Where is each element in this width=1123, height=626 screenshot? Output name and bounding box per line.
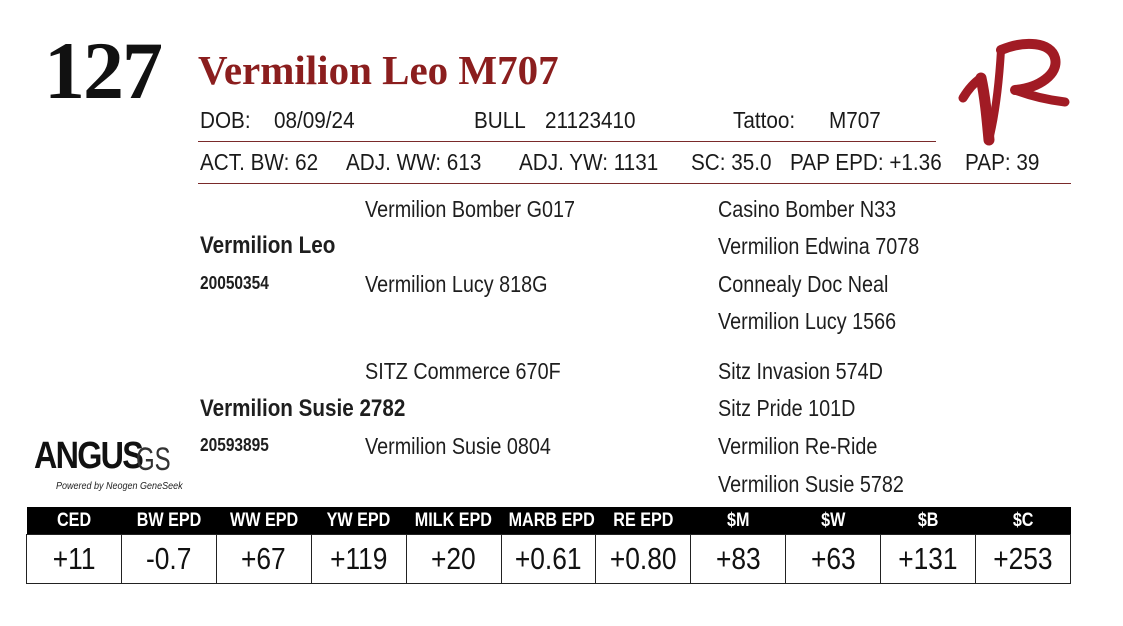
scrotal-circumference: SC: 35.0 xyxy=(691,149,772,175)
epd-header-ww: WW EPD xyxy=(216,507,311,535)
epd-header-w-index: $W xyxy=(786,507,881,535)
epd-value-ced: +11 xyxy=(27,535,122,584)
epd-header-bw: BW EPD xyxy=(121,507,216,535)
registration-number: 21123410 xyxy=(545,107,636,133)
epd-header-yw: YW EPD xyxy=(311,507,406,535)
epd-value-m-index: +83 xyxy=(691,535,786,584)
dob-value: 08/09/24 xyxy=(274,107,355,133)
tattoo-label: Tattoo: xyxy=(733,107,796,133)
sire-sire-sire: Casino Bomber N33 xyxy=(718,196,897,222)
vermilion-brand-logo xyxy=(955,36,1070,146)
epd-header-ced: CED xyxy=(27,507,122,535)
dam-dam: Vermilion Susie 0804 xyxy=(365,433,551,459)
dam-dam-sire: Vermilion Re-Ride xyxy=(718,433,878,459)
adjusted-yearling-weight: ADJ. YW: 1131 xyxy=(519,149,659,175)
epd-value-c-index: +253 xyxy=(976,535,1071,584)
lot-number: 127 xyxy=(44,25,161,116)
epd-header-milk: MILK EPD xyxy=(406,507,501,535)
epd-header-row xyxy=(27,507,1071,535)
sire-dam-sire: Connealy Doc Neal xyxy=(718,271,889,297)
epd-value-row xyxy=(27,535,1071,584)
actual-birth-weight: ACT. BW: 62 xyxy=(200,149,319,175)
sire-sire-dam: Vermilion Edwina 7078 xyxy=(718,233,920,259)
logo-suffix-text: GS xyxy=(136,441,171,477)
dam-sire-dam: Sitz Pride 101D xyxy=(718,395,856,421)
epd-value-b-index: +131 xyxy=(881,535,976,584)
dam-sire-sire: Sitz Invasion 574D xyxy=(718,358,883,384)
dam-sire: SITZ Commerce 670F xyxy=(365,358,561,384)
epd-value-re: +0.80 xyxy=(596,535,691,584)
adjusted-weaning-weight: ADJ. WW: 613 xyxy=(346,149,482,175)
epd-header-marb: MARB EPD xyxy=(501,507,596,535)
angus-gs-logo xyxy=(34,437,184,497)
pap-epd: PAP EPD: +1.36 xyxy=(790,149,942,175)
dam-dam-dam: Vermilion Susie 5782 xyxy=(718,471,904,497)
dam-name: Vermilion Susie 2782 xyxy=(200,395,406,422)
epd-value-ww: +67 xyxy=(216,535,311,584)
sire-sire: Vermilion Bomber G017 xyxy=(365,196,576,222)
dob-label: DOB: xyxy=(200,107,251,133)
animal-name: Vermilion Leo M707 xyxy=(198,47,559,93)
sire-dam-dam: Vermilion Lucy 1566 xyxy=(718,308,897,334)
performance-divider xyxy=(198,183,1071,184)
epd-value-marb: +0.61 xyxy=(501,535,596,584)
epd-header-b-index: $B xyxy=(881,507,976,535)
info-divider xyxy=(198,141,936,142)
sire-dam: Vermilion Lucy 818G xyxy=(365,271,548,297)
logo-main-text: ANGUS xyxy=(34,435,143,477)
epd-value-bw: -0.7 xyxy=(121,535,216,584)
epd-value-milk: +20 xyxy=(406,535,501,584)
epd-value-w-index: +63 xyxy=(786,535,881,584)
epd-table xyxy=(26,507,1071,584)
epd-header-re: RE EPD xyxy=(596,507,691,535)
sire-name: Vermilion Leo xyxy=(200,232,336,259)
epd-header-c-index: $C xyxy=(976,507,1071,535)
tattoo-value: M707 xyxy=(829,107,881,133)
epd-header-m-index: $M xyxy=(691,507,786,535)
epd-value-yw: +119 xyxy=(311,535,406,584)
sire-registration: 20050354 xyxy=(200,273,269,293)
sex-label: BULL xyxy=(474,107,526,133)
pap-value: PAP: 39 xyxy=(965,149,1040,175)
dam-registration: 20593895 xyxy=(200,435,269,455)
logo-tagline: Powered by Neogen GeneSeek xyxy=(56,481,183,492)
